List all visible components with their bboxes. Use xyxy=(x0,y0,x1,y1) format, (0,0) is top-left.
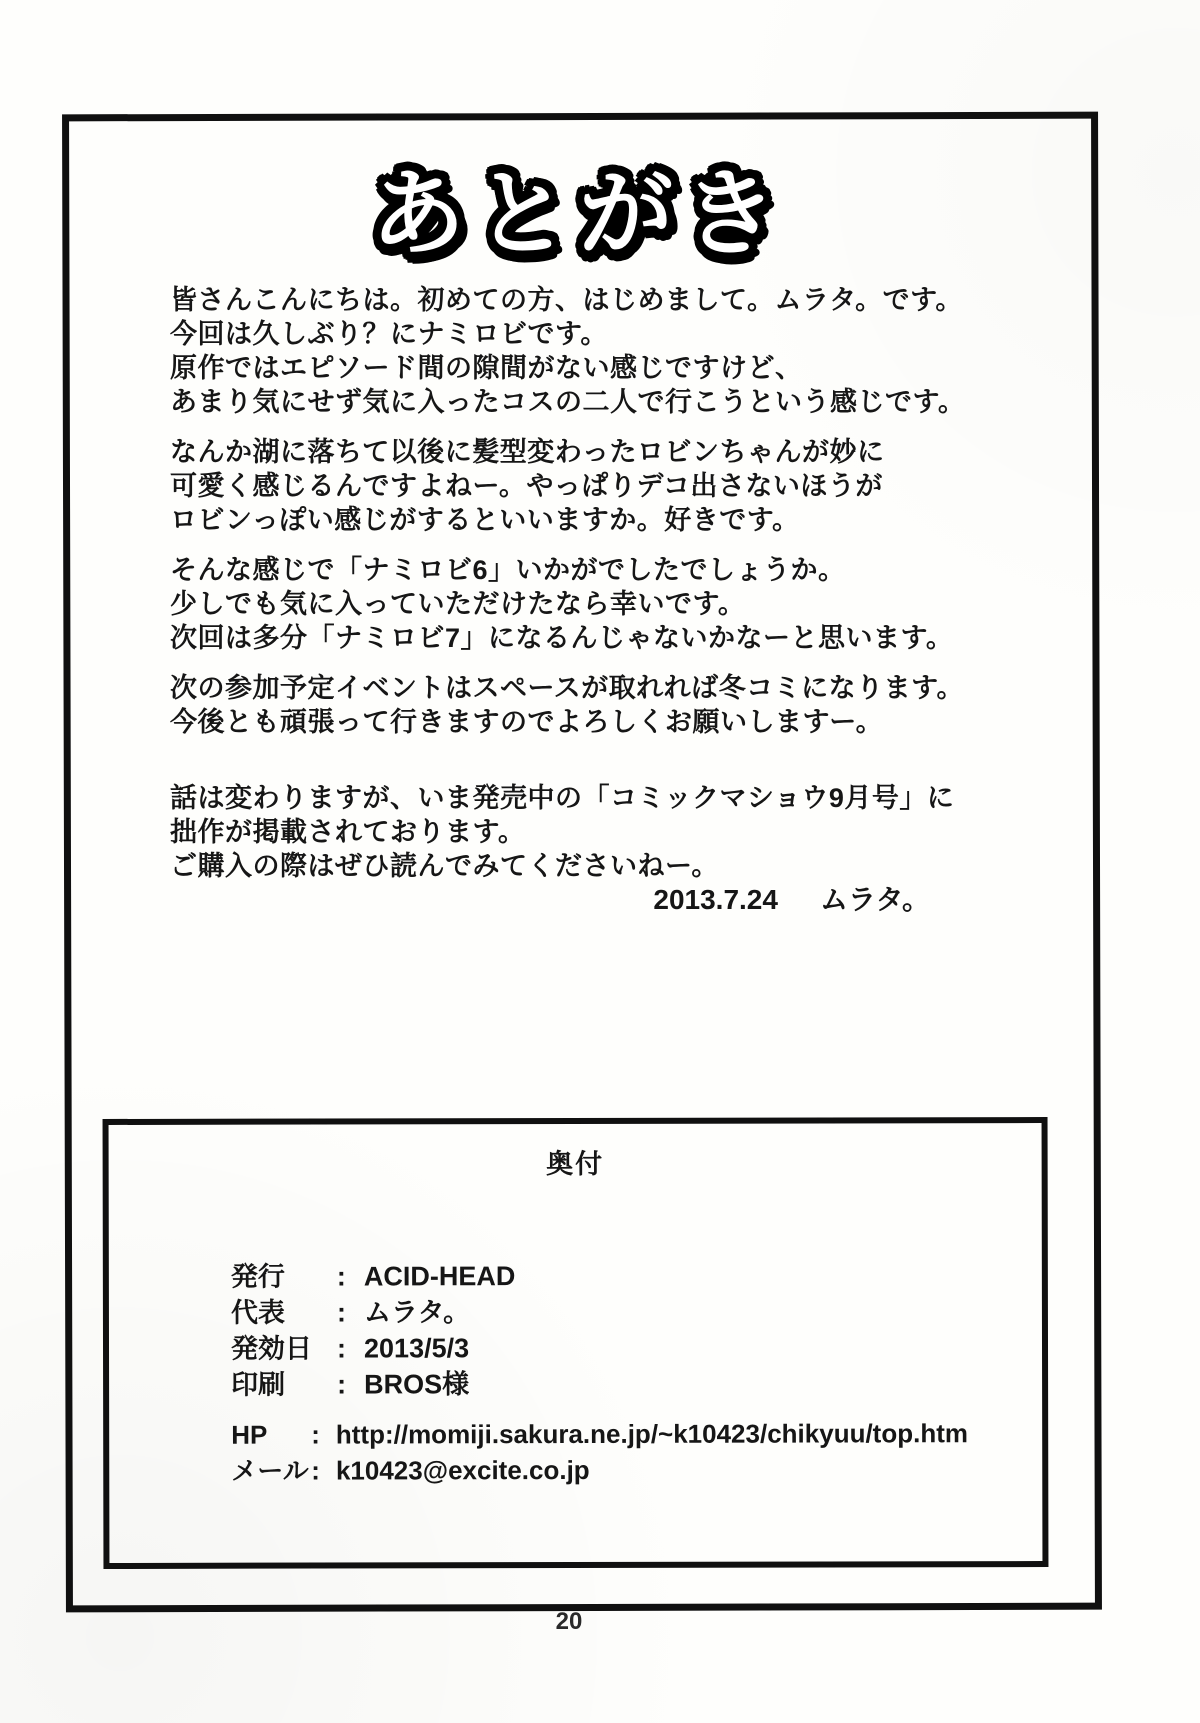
paragraph xyxy=(170,283,1030,419)
text-line: 次回は多分「ナミロビ7」になるんじゃないかなーと思います。 xyxy=(170,623,954,653)
entry-separator: : xyxy=(336,1297,346,1328)
text-line: 原作ではエピソード間の隙間がない感じですけど、 xyxy=(170,353,803,383)
page-number: 20 xyxy=(555,1608,583,1635)
contact-label: メール xyxy=(231,1455,309,1486)
contact-separator: : xyxy=(311,1419,320,1450)
colophon-entry xyxy=(231,1258,516,1295)
colophon-entries xyxy=(231,1258,516,1403)
signature-line xyxy=(170,878,930,918)
text-line: 今後とも頑張って行きますのでよろしくお願いしますー。 xyxy=(170,707,884,737)
entry-label: 発効日 xyxy=(230,1333,313,1364)
text-line: 少しでも気に入っていただけたなら幸いです。 xyxy=(170,589,746,619)
text-line: 今回は久しぶり？にナミロビです。 xyxy=(170,319,608,349)
contact-entry xyxy=(231,1415,968,1453)
text-line: あまり気にせず気に入ったコスの二人で行こうという感じです。 xyxy=(170,387,966,417)
colophon-entry xyxy=(231,1330,516,1367)
text-line: ご購入の際はぜひ読んでみてくださいねー。 xyxy=(170,851,719,881)
colophon-entry xyxy=(231,1366,516,1403)
text-line: そんな感じで「ナミロビ6」いかがでしたでしょうか。 xyxy=(170,555,846,585)
text-line: 次の参加予定イベントはスペースが取れれば冬コミになります。 xyxy=(170,673,964,703)
entry-label: 代表 xyxy=(230,1297,285,1328)
text-line: 拙作が掲載されております。 xyxy=(170,817,526,847)
entry-label: 印刷 xyxy=(231,1369,286,1400)
entry-separator: : xyxy=(336,1261,346,1292)
paragraph xyxy=(170,781,1030,883)
entry-value: 2013/5/3 xyxy=(363,1333,470,1364)
contact-separator: : xyxy=(311,1455,320,1486)
entry-value: ACID-HEAD xyxy=(363,1261,516,1292)
page-title: あとがき xyxy=(370,161,787,266)
entry-separator: : xyxy=(337,1369,347,1400)
text-line: なんか湖に落ちて以後に髪型変わったロビンちゃんが妙に xyxy=(170,437,885,467)
text-line: 話は変わりますが、いま発売中の「コミックマショウ9月号」に xyxy=(170,783,955,813)
paragraph xyxy=(170,671,1030,739)
text-line: ロビンっぽい感じがするといいますか。好きです。 xyxy=(170,505,800,535)
email-address: k10423@excite.co.jp xyxy=(335,1454,590,1486)
colophon-contacts xyxy=(231,1415,968,1489)
signature-name: ムラタ。 xyxy=(819,884,930,915)
website-url: http://momiji.sakura.ne.jp/~k10423/chikyuu/top.htm xyxy=(335,1418,969,1450)
entry-value: BROS様 xyxy=(364,1369,470,1400)
colophon-box xyxy=(103,1117,1049,1569)
paragraph xyxy=(170,435,1030,537)
entry-label: 発行 xyxy=(230,1261,285,1292)
signature-date: 2013.7.24 xyxy=(653,884,778,915)
contact-entry xyxy=(231,1451,968,1489)
contact-label: HP xyxy=(231,1419,268,1450)
colophon-entry xyxy=(231,1294,516,1331)
entry-value: ムラタ。 xyxy=(363,1297,471,1328)
text-line: 皆さんこんにちは。初めての方、はじめまして。ムラタ。です。 xyxy=(170,285,963,315)
entry-separator: : xyxy=(336,1333,347,1364)
text-line: 可愛く感じるんですよねー。やっぱりデコ出さないほうが xyxy=(170,471,883,501)
colophon-heading: 奥付 xyxy=(546,1148,605,1180)
afterword-body xyxy=(170,283,1030,899)
paragraph xyxy=(170,553,1030,655)
